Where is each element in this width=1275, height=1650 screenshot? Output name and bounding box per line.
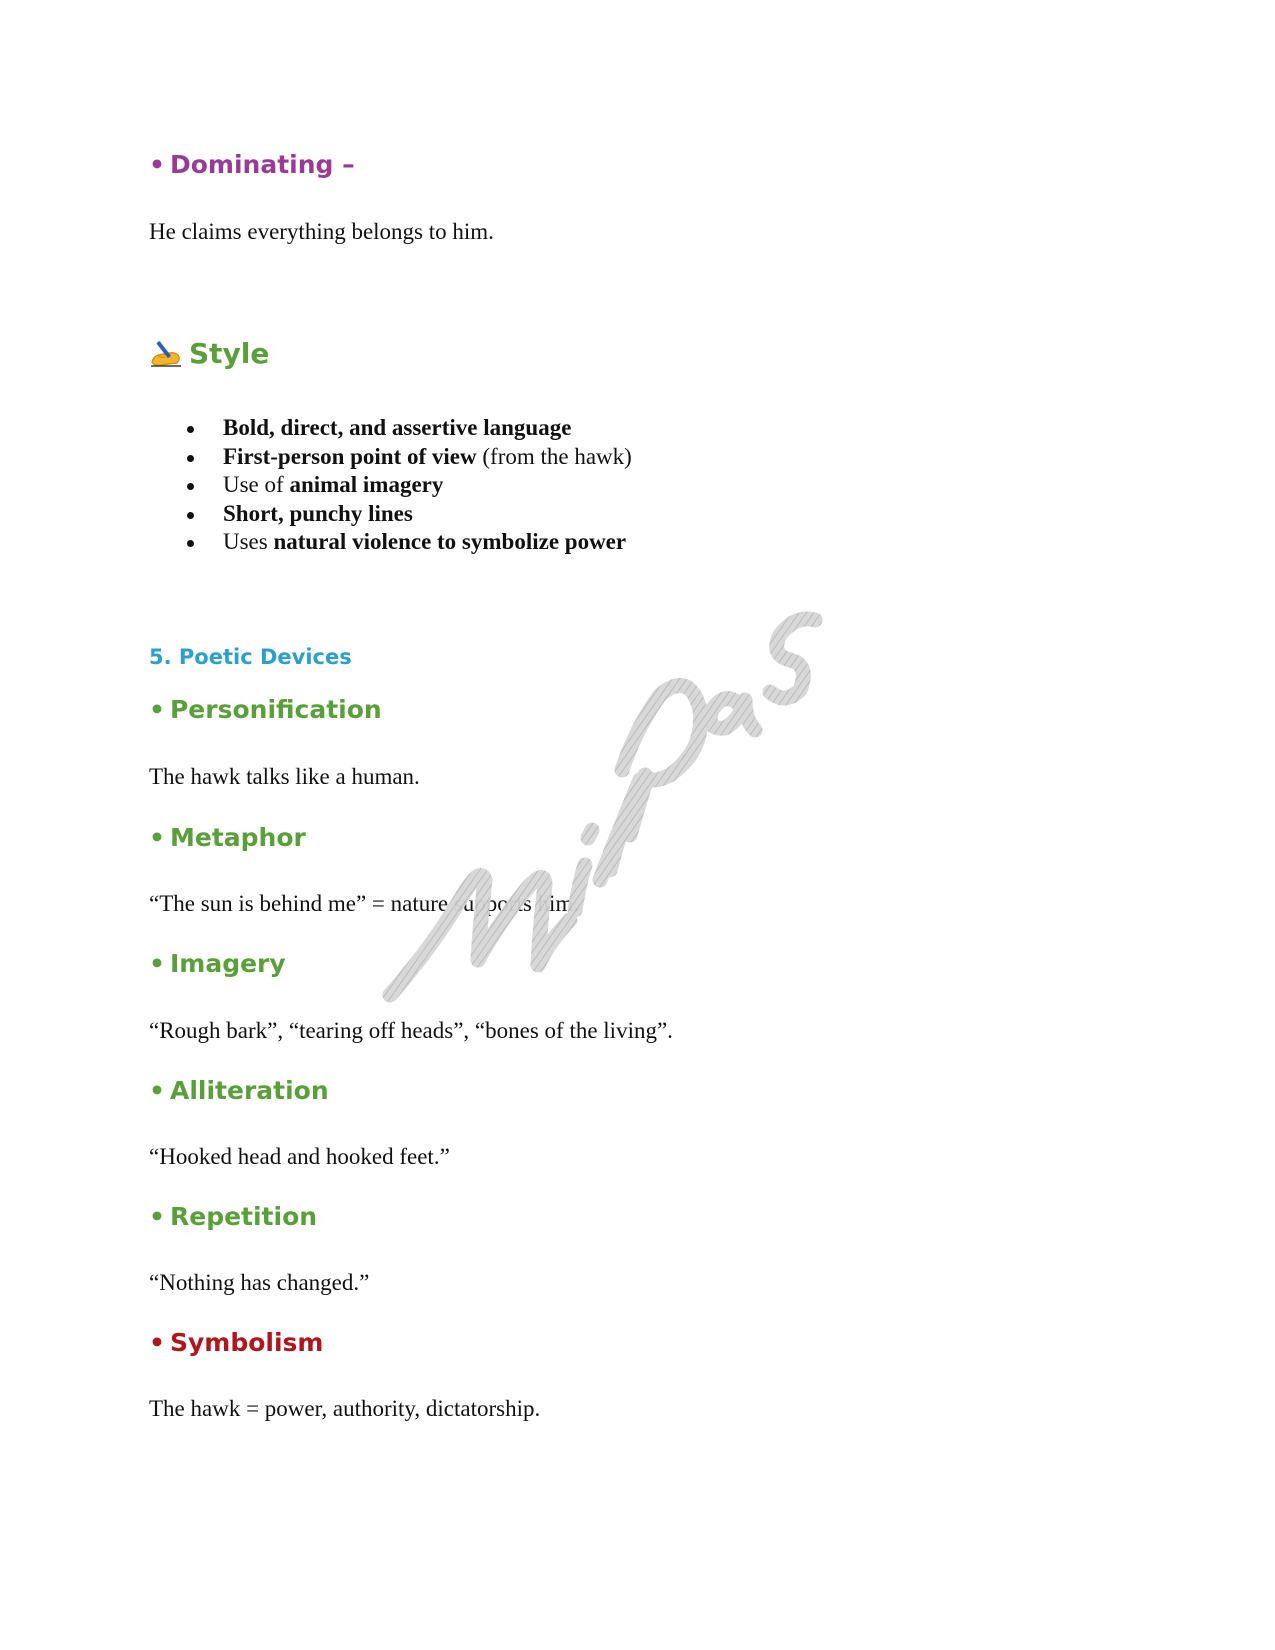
- device-text-repetition: “Nothing has changed.”: [149, 1270, 370, 1295]
- watermark-signature: [360, 580, 880, 1080]
- style-heading: [149, 336, 269, 372]
- list-item-bold: Short, punchy lines: [223, 500, 413, 526]
- list-item-bold: animal imagery: [289, 472, 444, 497]
- device-text-alliteration: “Hooked head and hooked feet.”: [149, 1144, 450, 1169]
- style-list: [187, 414, 632, 557]
- device-heading-text: Personification: [169, 695, 382, 724]
- device-heading-imagery: [149, 948, 286, 980]
- style-heading-text: Style: [189, 337, 270, 370]
- dominating-heading-text: Dominating –: [169, 150, 355, 179]
- device-heading-metaphor: [149, 822, 306, 854]
- device-heading-text: Repetition: [169, 1202, 318, 1231]
- device-text-personification: The hawk talks like a human.: [149, 764, 420, 789]
- bullet: •: [149, 949, 165, 978]
- list-item: [187, 528, 632, 557]
- device-text-metaphor: “The sun is behind me” = nature supports him.: [149, 891, 580, 916]
- dominating-text: He claims everything belongs to him.: [149, 219, 494, 244]
- device-heading-text: Metaphor: [169, 823, 306, 852]
- list-item: [187, 414, 632, 443]
- device-text-symbolism: The hawk = power, authority, dictatorship.: [149, 1396, 541, 1421]
- list-item-text: Use of: [223, 472, 290, 497]
- bullet: •: [149, 1202, 165, 1231]
- list-item-text: (from the hawk): [476, 443, 632, 469]
- device-heading-text: Imagery: [169, 949, 286, 978]
- list-item: [187, 471, 632, 500]
- list-item: [187, 443, 632, 472]
- bullet: •: [149, 823, 165, 852]
- device-heading-personification: [149, 694, 382, 726]
- writing-hand-icon: [149, 338, 183, 370]
- device-heading-symbolism: [149, 1327, 323, 1359]
- list-item-text: Uses: [223, 529, 274, 554]
- device-heading-repetition: [149, 1201, 317, 1233]
- bullet: •: [149, 1328, 165, 1357]
- list-item-bold: First-person point of view: [223, 443, 477, 469]
- device-heading-alliteration: [149, 1075, 329, 1107]
- dominating-heading: [149, 149, 355, 181]
- bullet: •: [149, 695, 165, 724]
- list-item: [187, 500, 632, 529]
- list-item-bold: natural violence to symbolize power: [273, 529, 627, 554]
- device-text-imagery: “Rough bark”, “tearing off heads”, “bones of the living”.: [149, 1018, 673, 1043]
- bullet: •: [149, 150, 165, 179]
- section-title: 5. Poetic Devices: [149, 645, 352, 669]
- list-item-bold: Bold, direct, and assertive language: [223, 415, 572, 440]
- device-heading-text: Alliteration: [169, 1076, 329, 1105]
- device-heading-text: Symbolism: [169, 1328, 324, 1357]
- bullet: •: [149, 1076, 165, 1105]
